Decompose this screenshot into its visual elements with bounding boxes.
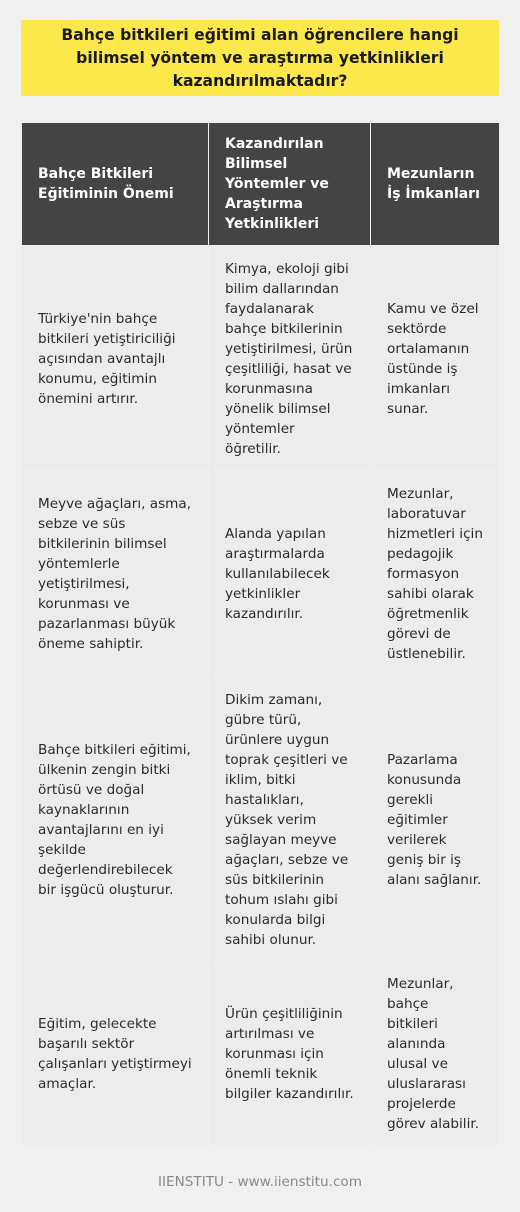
table-row — [22, 963, 500, 1146]
table-cell: Ürün çeşitliliğinin artırılması ve korunması için önemli teknik bilgiler kazandırılır. — [209, 963, 371, 1146]
table-cell: Bahçe bitkileri eğitimi, ülkenin zengin bitki örtüsü ve doğal kaynaklarının avantajlarını en iyi şekilde değerlendirebilecek bir işgücü oluşturur. — [22, 677, 209, 963]
footer-credit: IIENSTITU - www.iienstitu.com — [158, 1174, 362, 1190]
table-cell: Meyve ağaçları, asma, sebze ve süs bitkilerinin bilimsel yöntemlerle yetiştirilmesi, korunması ve pazarlanması büyük öneme sahiptir. — [22, 472, 209, 677]
table-cell: Dikim zamanı, gübre türü, ürünlere uygun toprak çeşitleri ve iklim, bitki hastalıkları, yüksek verim sağlayan meyve ağaçları, sebze ve süs bitkilerinin tohum ıslahı gibi konularda bilgi sahibi olunur. — [209, 677, 371, 963]
table-row — [22, 472, 500, 677]
table-row — [22, 246, 500, 472]
table-cell: Mezunlar, laboratuvar hizmetleri için pedagojik formasyon sahibi olarak öğretmenlik görevi de üstlenebilir. — [371, 472, 500, 677]
table-cell: Kimya, ekoloji gibi bilim dallarından faydalanarak bahçe bitkilerinin yetiştirilmesi, ürün çeşitliliği, hasat ve korunmasına yönelik bilimsel yöntemler öğretilir. — [209, 246, 371, 472]
table-cell: Pazarlama konusunda gerekli eğitimler verilerek geniş bir iş alanı sağlanır. — [371, 677, 500, 963]
column-header-importance: Bahçe Bitkileri Eğitiminin Önemi — [22, 123, 209, 246]
table-header-row — [22, 123, 500, 246]
table-cell: Mezunlar, bahçe bitkileri alanında ulusal ve uluslararası projelerde görev alabilir. — [371, 963, 500, 1146]
info-table — [21, 122, 500, 1146]
column-header-careers: Mezunların İş İmkanları — [371, 123, 500, 246]
column-header-methods: Kazandırılan Bilimsel Yöntemler ve Araştırma Yetkinlikleri — [209, 123, 371, 246]
table-cell: Türkiye'nin bahçe bitkileri yetiştiriciliği açısından avantajlı konumu, eğitimin önemini artırır. — [22, 246, 209, 472]
page-title: Bahçe bitkileri eğitimi alan öğrencilere hangi bilimsel yöntem ve araştırma yetkinlikleri kazandırılmaktadır? — [21, 20, 499, 96]
table-cell: Alanda yapılan araştırmalarda kullanılabilecek yetkinlikler kazandırılır. — [209, 472, 371, 677]
table-row — [22, 677, 500, 963]
table-cell: Kamu ve özel sektörde ortalamanın üstünde iş imkanları sunar. — [371, 246, 500, 472]
table-cell: Eğitim, gelecekte başarılı sektör çalışanları yetiştirmeyi amaçlar. — [22, 963, 209, 1146]
